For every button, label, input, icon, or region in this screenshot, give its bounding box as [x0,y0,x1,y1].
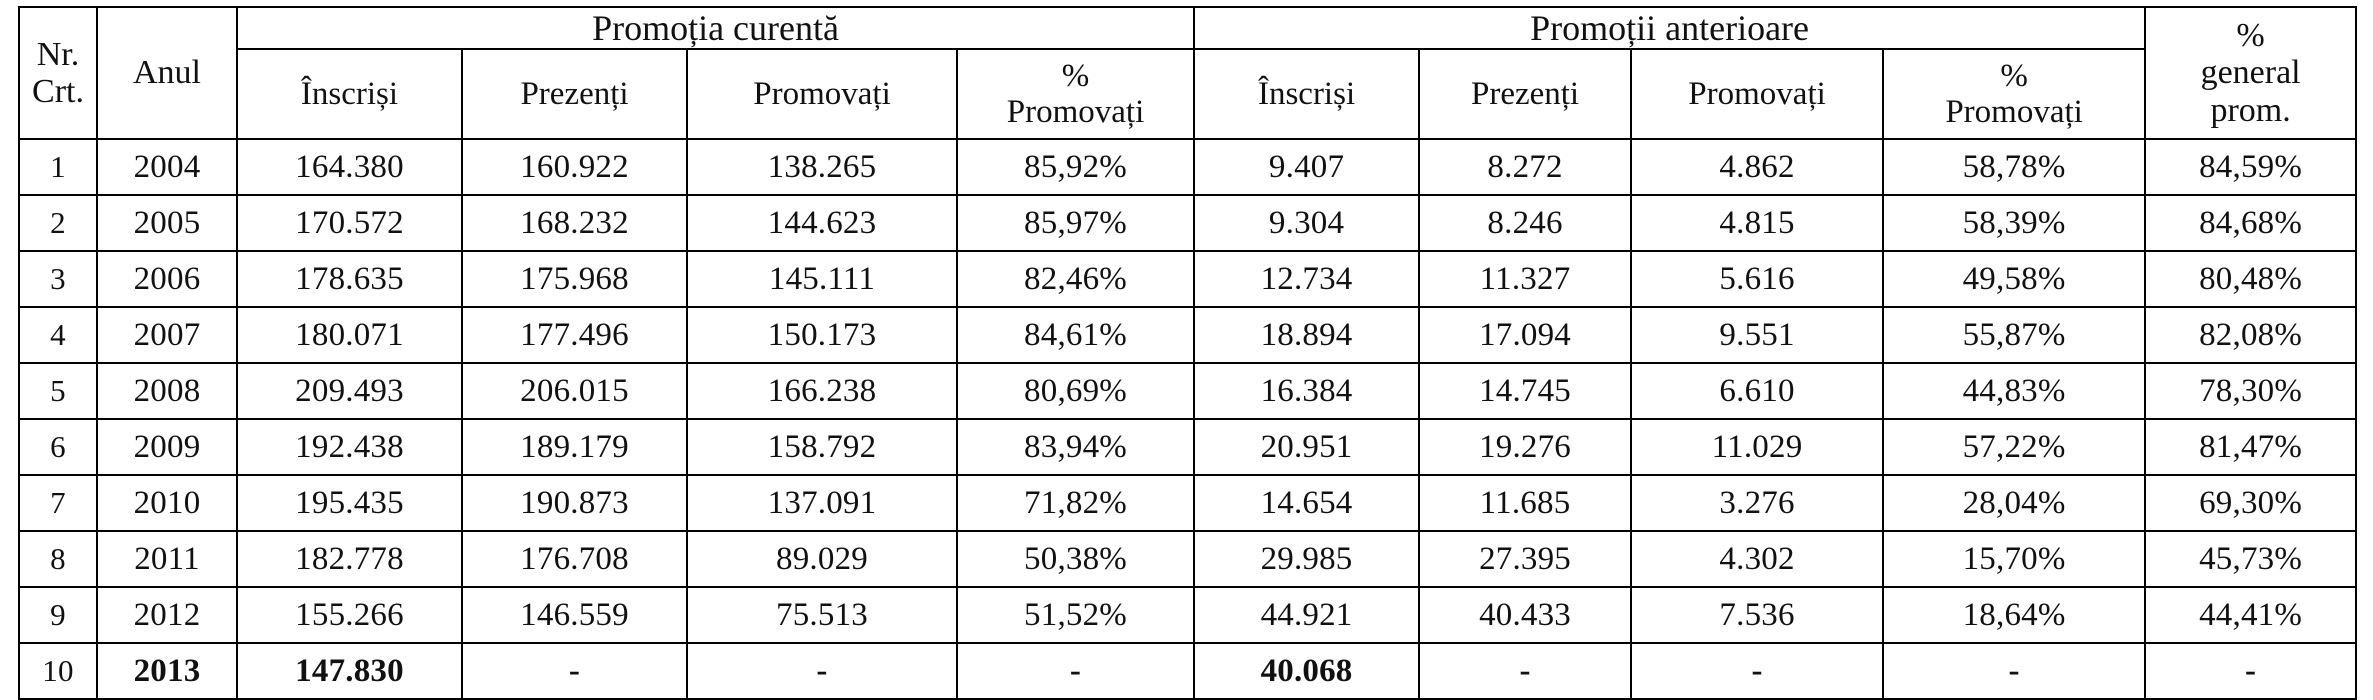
header-previous-pct-promovati: % Promovați [1883,49,2145,139]
table-header-row-sub [19,49,2356,139]
cell-previous-prezenti: 14.745 [1419,363,1631,419]
results-table [18,6,2357,700]
cell-current-inscrisi: 178.635 [237,251,462,307]
cell-general-prom: - [2145,643,2356,699]
cell-previous-inscrisi: 20.951 [1194,419,1419,475]
header-current-pct-promovati: % Promovați [957,49,1194,139]
cell-current-promovati: 89.029 [687,531,957,587]
cell-previous-promovati: 11.029 [1631,419,1883,475]
header-group-previous: Promoții anterioare [1194,7,2145,49]
header-current-inscrisi: Înscriși [237,49,462,139]
cell-nr: 7 [19,475,97,531]
cell-previous-pct: 18,64% [1883,587,2145,643]
cell-current-promovati: 145.111 [687,251,957,307]
cell-current-inscrisi: 209.493 [237,363,462,419]
table-row [19,587,2356,643]
cell-general-prom: 44,41% [2145,587,2356,643]
cell-current-prezenti: - [462,643,687,699]
cell-current-promovati: 166.238 [687,363,957,419]
cell-current-inscrisi: 180.071 [237,307,462,363]
cell-current-inscrisi: 170.572 [237,195,462,251]
cell-current-promovati: 75.513 [687,587,957,643]
table-row [19,251,2356,307]
cell-previous-promovati: 7.536 [1631,587,1883,643]
cell-nr: 6 [19,419,97,475]
header-current-prezenti: Prezenți [462,49,687,139]
cell-general-prom: 81,47% [2145,419,2356,475]
cell-nr: 5 [19,363,97,419]
cell-current-inscrisi: 155.266 [237,587,462,643]
cell-current-pct: 85,97% [957,195,1194,251]
cell-previous-inscrisi: 29.985 [1194,531,1419,587]
cell-anul: 2009 [97,419,237,475]
cell-anul: 2013 [97,643,237,699]
cell-nr: 1 [19,139,97,195]
cell-previous-prezenti: - [1419,643,1631,699]
cell-current-prezenti: 177.496 [462,307,687,363]
cell-general-prom: 78,30% [2145,363,2356,419]
cell-previous-pct: 44,83% [1883,363,2145,419]
cell-previous-pct: 58,39% [1883,195,2145,251]
table-row [19,363,2356,419]
cell-previous-inscrisi: 14.654 [1194,475,1419,531]
cell-current-prezenti: 176.708 [462,531,687,587]
cell-current-pct: 84,61% [957,307,1194,363]
table-row [19,643,2356,699]
cell-current-prezenti: 190.873 [462,475,687,531]
cell-anul: 2004 [97,139,237,195]
header-current-promovati: Promovați [687,49,957,139]
cell-previous-prezenti: 19.276 [1419,419,1631,475]
cell-nr: 2 [19,195,97,251]
cell-current-inscrisi: 192.438 [237,419,462,475]
cell-previous-inscrisi: 44.921 [1194,587,1419,643]
cell-anul: 2005 [97,195,237,251]
cell-previous-prezenti: 11.685 [1419,475,1631,531]
cell-anul: 2006 [97,251,237,307]
table-header-row-top [19,7,2356,49]
table-row [19,195,2356,251]
header-nr-crt: Nr. Crt. [19,7,97,139]
cell-current-pct: - [957,643,1194,699]
table-body [19,139,2356,699]
cell-previous-prezenti: 40.433 [1419,587,1631,643]
cell-current-pct: 83,94% [957,419,1194,475]
cell-current-pct: 71,82% [957,475,1194,531]
cell-previous-inscrisi: 9.407 [1194,139,1419,195]
cell-previous-promovati: 6.610 [1631,363,1883,419]
cell-previous-promovati: 4.862 [1631,139,1883,195]
cell-nr: 3 [19,251,97,307]
cell-general-prom: 45,73% [2145,531,2356,587]
cell-current-promovati: 138.265 [687,139,957,195]
cell-anul: 2007 [97,307,237,363]
cell-previous-pct: 49,58% [1883,251,2145,307]
cell-previous-prezenti: 27.395 [1419,531,1631,587]
cell-previous-promovati: 9.551 [1631,307,1883,363]
cell-current-promovati: 137.091 [687,475,957,531]
cell-previous-promovati: 3.276 [1631,475,1883,531]
cell-general-prom: 82,08% [2145,307,2356,363]
cell-current-prezenti: 168.232 [462,195,687,251]
cell-current-inscrisi: 164.380 [237,139,462,195]
cell-previous-pct: 58,78% [1883,139,2145,195]
cell-current-inscrisi: 195.435 [237,475,462,531]
cell-current-promovati: 158.792 [687,419,957,475]
table-row [19,475,2356,531]
cell-current-prezenti: 175.968 [462,251,687,307]
cell-current-promovati: 150.173 [687,307,957,363]
cell-anul: 2010 [97,475,237,531]
cell-current-inscrisi: 147.830 [237,643,462,699]
cell-previous-pct: 55,87% [1883,307,2145,363]
cell-nr: 10 [19,643,97,699]
cell-previous-pct: 28,04% [1883,475,2145,531]
table-head [19,7,2356,139]
header-previous-inscrisi: Înscriși [1194,49,1419,139]
cell-current-pct: 51,52% [957,587,1194,643]
cell-current-prezenti: 206.015 [462,363,687,419]
cell-general-prom: 84,68% [2145,195,2356,251]
cell-anul: 2011 [97,531,237,587]
cell-previous-inscrisi: 40.068 [1194,643,1419,699]
table-row [19,139,2356,195]
cell-current-pct: 82,46% [957,251,1194,307]
cell-previous-prezenti: 17.094 [1419,307,1631,363]
cell-current-prezenti: 189.179 [462,419,687,475]
cell-previous-pct: - [1883,643,2145,699]
cell-previous-promovati: 5.616 [1631,251,1883,307]
cell-current-pct: 50,38% [957,531,1194,587]
cell-previous-pct: 57,22% [1883,419,2145,475]
table-row [19,419,2356,475]
header-previous-prezenti: Prezenți [1419,49,1631,139]
cell-previous-inscrisi: 12.734 [1194,251,1419,307]
cell-anul: 2008 [97,363,237,419]
cell-general-prom: 84,59% [2145,139,2356,195]
cell-current-promovati: - [687,643,957,699]
cell-previous-promovati: 4.815 [1631,195,1883,251]
header-previous-promovati: Promovați [1631,49,1883,139]
cell-previous-pct: 15,70% [1883,531,2145,587]
cell-previous-promovati: 4.302 [1631,531,1883,587]
cell-previous-prezenti: 11.327 [1419,251,1631,307]
header-group-current: Promoția curentă [237,7,1194,49]
table-row [19,531,2356,587]
cell-nr: 8 [19,531,97,587]
header-general-prom: % general prom. [2145,7,2356,139]
cell-current-prezenti: 146.559 [462,587,687,643]
cell-current-pct: 85,92% [957,139,1194,195]
cell-current-promovati: 144.623 [687,195,957,251]
cell-previous-prezenti: 8.272 [1419,139,1631,195]
cell-previous-inscrisi: 9.304 [1194,195,1419,251]
cell-nr: 4 [19,307,97,363]
cell-general-prom: 80,48% [2145,251,2356,307]
cell-anul: 2012 [97,587,237,643]
cell-previous-promovati: - [1631,643,1883,699]
cell-current-pct: 80,69% [957,363,1194,419]
cell-general-prom: 69,30% [2145,475,2356,531]
cell-current-inscrisi: 182.778 [237,531,462,587]
cell-nr: 9 [19,587,97,643]
cell-previous-inscrisi: 16.384 [1194,363,1419,419]
cell-previous-prezenti: 8.246 [1419,195,1631,251]
cell-current-prezenti: 160.922 [462,139,687,195]
table-row [19,307,2356,363]
header-anul: Anul [97,7,237,139]
cell-previous-inscrisi: 18.894 [1194,307,1419,363]
